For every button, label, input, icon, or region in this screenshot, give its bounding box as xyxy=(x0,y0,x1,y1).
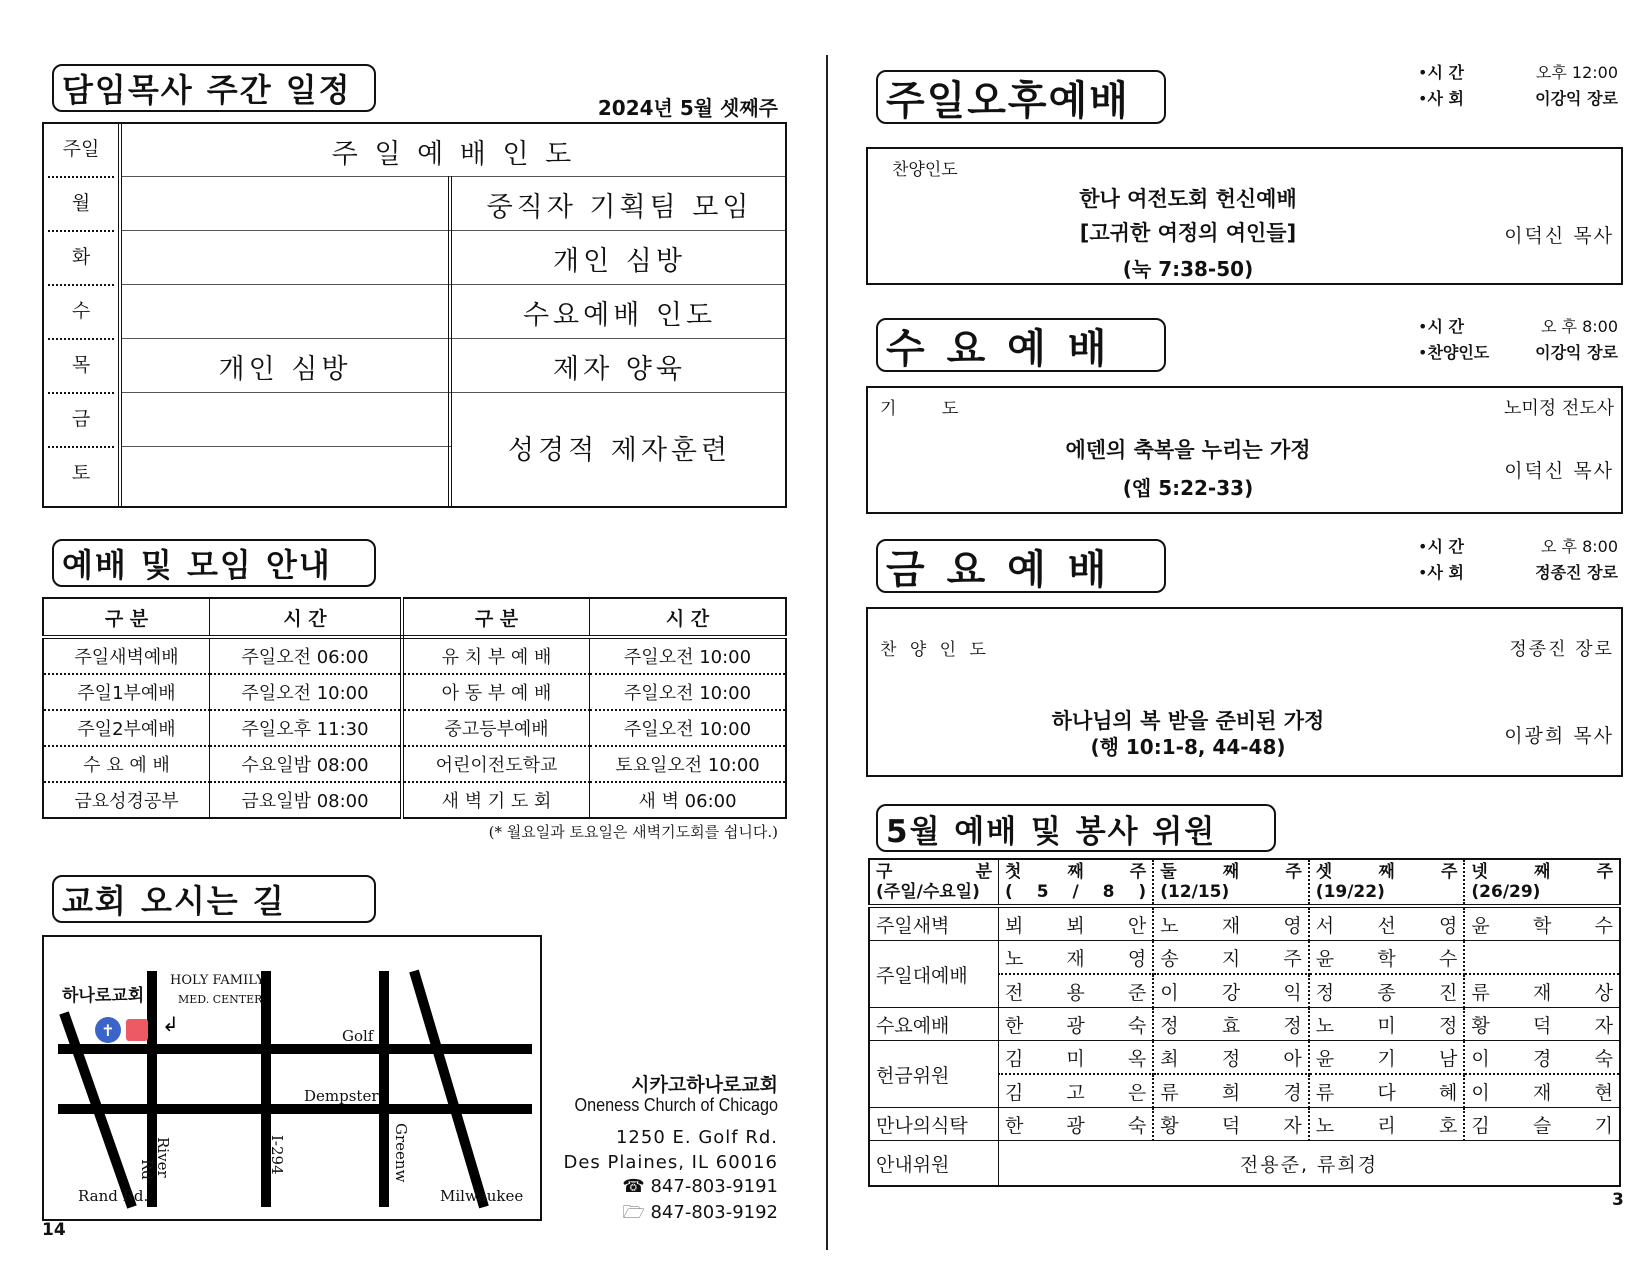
map-dempster-label: Dempster xyxy=(304,1087,379,1105)
mid-block-text: 개인 심방 xyxy=(218,354,352,385)
header-cell: 구 분 xyxy=(43,598,210,637)
sermon-line1: 에덴의 축복을 누리는 가정 xyxy=(1065,438,1311,462)
header-cell: 구 분 xyxy=(402,598,590,637)
table-cell: 노 리 호 xyxy=(1309,1108,1465,1141)
table-cell: 이 강 익 xyxy=(1153,974,1309,1008)
table-cell: 전 용 준 xyxy=(999,974,1154,1008)
day-label: 월 xyxy=(71,192,91,214)
table-cell: 금요일밤 08:00 xyxy=(210,782,403,818)
church-name-kr: 시카고하나로교회 xyxy=(631,1074,778,1096)
table-cell: 주일새벽예배 xyxy=(43,637,210,674)
sermon-line3: (눅 7:38-50) xyxy=(1122,257,1254,281)
address-line2: Des Plaines, IL 60016 xyxy=(563,1152,778,1173)
services-table xyxy=(42,597,787,819)
praise-label: 찬양인도 xyxy=(1427,343,1490,362)
table-cell: 수요일밤 08:00 xyxy=(210,746,403,782)
host-label: 사 회 xyxy=(1427,89,1464,108)
map-i294-label: I-294 xyxy=(268,1135,286,1175)
day-label: 수 xyxy=(71,300,91,322)
fax-icon: 🗁 xyxy=(622,1202,651,1223)
table-cell: 새 벽 06:00 xyxy=(638,791,737,812)
table-cell: 정 효 정 xyxy=(1153,1008,1309,1041)
sermon-line2: (행 10:1-8, 44-48) xyxy=(1090,735,1286,759)
row-label: 주일대예배 xyxy=(869,941,999,1008)
table-cell: 주일1부예배 xyxy=(43,674,210,710)
host-label: 사 회 xyxy=(1427,563,1464,582)
map-rand-label: Rand Rd. xyxy=(78,1187,149,1205)
day-label: 금 xyxy=(71,408,91,430)
friday-box xyxy=(866,607,1623,777)
table-cell: 주일오후 11:30 xyxy=(210,710,403,746)
header-cell: 시 간 xyxy=(590,598,787,637)
table-cell: 한 광 숙 xyxy=(999,1108,1154,1141)
wednesday-box xyxy=(866,386,1623,514)
table-cell: 주일오전 10:00 xyxy=(210,674,403,710)
phone-icon: ☎ xyxy=(622,1176,651,1197)
table-cell: 노 재 영 xyxy=(1153,906,1309,941)
header-cell: 구 분 (주일/수요일) xyxy=(869,859,999,906)
afternoon-service-title: 주일오후예배 xyxy=(876,70,1166,124)
table-cell: 아 동 부 예 배 xyxy=(402,674,590,710)
table-cell: 최 정 아 xyxy=(1153,1041,1309,1075)
afternoon-box xyxy=(866,147,1623,285)
volunteers-title: 5월 예배 및 봉사 위원 xyxy=(876,804,1276,852)
table-cell: 어린이전도학교 xyxy=(402,746,590,782)
praise-value: 이강익 장로 xyxy=(1535,343,1618,362)
praise-label: 찬 양 인 도 xyxy=(880,640,990,660)
fax-number: 847-803-9192 xyxy=(650,1202,778,1223)
schedule-item: 제자 양육 xyxy=(553,354,686,385)
page-number-right: 3 xyxy=(1612,1190,1624,1210)
services-note: (* 월요일과 토요일은 새벽기도회를 쉽니다.) xyxy=(488,823,778,841)
map-river-label: River xyxy=(154,1137,172,1178)
page-divider xyxy=(826,55,828,1250)
table-cell: 유 치 부 예 배 xyxy=(402,637,590,674)
directions-title: 교회 오시는 길 xyxy=(52,875,376,923)
sermon-line2: (엡 5:22-33) xyxy=(1122,476,1254,500)
map-roads xyxy=(44,937,542,1221)
friday-service-title: 금 요 예 배 xyxy=(876,539,1166,593)
time-label: 시 간 xyxy=(1427,317,1464,336)
table-cell: 주일오전 10:00 xyxy=(590,710,787,746)
map-hospital-label2: MED. CENTER xyxy=(178,993,263,1006)
table-cell: 윤 학 수 xyxy=(1464,906,1620,941)
table-cell: 노 재 영 xyxy=(999,941,1154,975)
table-cell: 송 지 주 xyxy=(1153,941,1309,975)
table-cell: 이 경 숙 xyxy=(1464,1041,1620,1075)
hospital-icon xyxy=(126,1019,148,1041)
table-cell: 김 슬 기 xyxy=(1464,1108,1620,1141)
table-cell: 정 종 진 xyxy=(1309,974,1465,1008)
table-cell: 한 광 숙 xyxy=(999,1008,1154,1041)
row-label: 안내위원 xyxy=(869,1141,999,1187)
schedule-item: 수요예배 인도 xyxy=(522,300,717,331)
svg-text:✝: ✝ xyxy=(101,1021,115,1040)
table-cell xyxy=(1464,941,1620,975)
map-church-label: 하나로교회 xyxy=(62,986,145,1006)
row-label: 수요예배 xyxy=(869,1008,999,1041)
address-line1: 1250 E. Golf Rd. xyxy=(615,1127,778,1148)
header-cell: 셋 째 주 (19/22) xyxy=(1309,859,1465,906)
time-value: 오 후 8:00 xyxy=(1540,537,1618,556)
preacher: 이덕신 목사 xyxy=(1504,460,1614,482)
time-label: 시 간 xyxy=(1427,537,1464,556)
table-cell: 황 덕 자 xyxy=(1153,1108,1309,1141)
praise-label: 찬양인도 xyxy=(892,160,958,180)
page-number-left: 14 xyxy=(42,1220,66,1240)
map-hospital-label: HOLY FAMILY xyxy=(170,973,265,988)
table-cell: 수 요 예 배 xyxy=(43,746,210,782)
day-label: 주일 xyxy=(62,138,100,160)
table-cell: 전용준, 류희경 xyxy=(1239,1153,1379,1176)
time-value: 오후 12:00 xyxy=(1535,63,1618,82)
phone-number: 847-803-9191 xyxy=(650,1176,778,1197)
header-cell: 둘 째 주 (12/15) xyxy=(1153,859,1309,906)
day-label: 목 xyxy=(71,354,91,376)
table-cell: 류 재 상 xyxy=(1464,974,1620,1008)
header-cell: 첫 째 주 ( 5 / 8 ) xyxy=(999,859,1154,906)
table-cell: 금요성경공부 xyxy=(43,782,210,818)
sermon-line2: [고귀한 여정의 여인들] xyxy=(1079,221,1297,245)
table-cell: 이 재 현 xyxy=(1464,1074,1620,1108)
schedule-item: 성경적 제자훈련 xyxy=(507,435,732,466)
church-name-en: Oneness Church of Chicago xyxy=(574,1095,778,1115)
map-rd-label: Rd xyxy=(138,1159,156,1180)
week-label: 2024년 5월 셋째주 xyxy=(597,96,778,120)
volunteers-table xyxy=(868,858,1621,1187)
day-label: 토 xyxy=(71,462,91,484)
services-title: 예배 및 모임 안내 xyxy=(52,539,376,587)
prayer-label: 기 도 xyxy=(880,399,959,419)
table-cell: 서 선 영 xyxy=(1309,906,1465,941)
sermon-line1: 하나님의 복 받을 준비된 가정 xyxy=(1051,709,1325,733)
sunday-duty: 주 일 예 배 인 도 xyxy=(331,139,576,170)
schedule-item: 개인 심방 xyxy=(553,246,686,277)
table-cell: 뵈 뵈 안 xyxy=(999,906,1154,941)
wednesday-service-title: 수 요 예 배 xyxy=(876,318,1166,372)
preacher: 이광희 목사 xyxy=(1504,725,1614,747)
table-cell: 김 미 옥 xyxy=(999,1041,1154,1075)
svg-text:↲: ↲ xyxy=(162,1012,179,1036)
time-label: 시 간 xyxy=(1427,63,1464,82)
sermon-line1: 한나 여전도회 헌신예배 xyxy=(1079,187,1297,211)
table-cell: 주일오전 10:00 xyxy=(590,674,787,710)
table-cell: 중고등부예배 xyxy=(402,710,590,746)
weekly-schedule-table xyxy=(42,122,787,508)
weekly-schedule-title: 담임목사 주간 일정 xyxy=(52,64,376,112)
schedule-item: 중직자 기획팀 모임 xyxy=(486,192,753,223)
time-value: 오 후 8:00 xyxy=(1540,317,1618,336)
table-cell: 윤 기 남 xyxy=(1309,1041,1465,1075)
host-value: 이강익 장로 xyxy=(1535,89,1618,108)
table-cell: 주일오전 06:00 xyxy=(210,637,403,674)
table-cell: 주일오전 10:00 xyxy=(590,637,787,674)
map-golf-label: Golf xyxy=(342,1027,374,1045)
praise-value: 정종진 장로 xyxy=(1509,639,1614,660)
table-cell: 류 다 혜 xyxy=(1309,1074,1465,1108)
row-label: 주일새벽 xyxy=(869,906,999,941)
row-label: 헌금위원 xyxy=(869,1041,999,1108)
table-cell: 노 미 정 xyxy=(1309,1008,1465,1041)
day-label: 화 xyxy=(71,246,91,268)
table-cell: 류 희 경 xyxy=(1153,1074,1309,1108)
table-cell: 윤 학 수 xyxy=(1309,941,1465,975)
table-cell: 새 벽 기 도 회 xyxy=(402,782,590,818)
host-value: 정종진 장로 xyxy=(1535,563,1618,582)
prayer-value: 노미정 전도사 xyxy=(1503,398,1614,419)
church-map xyxy=(42,935,542,1221)
table-cell: 토요일오전 10:00 xyxy=(590,746,787,782)
row-label: 만나의식탁 xyxy=(869,1108,999,1141)
map-greenw-label: Greenw xyxy=(392,1123,410,1183)
map-milwaukee-label: Milwaukee xyxy=(440,1187,524,1205)
table-cell: 주일2부예배 xyxy=(43,710,210,746)
header-cell: 시 간 xyxy=(210,598,403,637)
preacher: 이덕신 목사 xyxy=(1504,225,1614,247)
table-cell: 김 고 은 xyxy=(999,1074,1154,1108)
header-cell: 넷 째 주 (26/29) xyxy=(1464,859,1620,906)
table-cell: 황 덕 자 xyxy=(1464,1008,1620,1041)
